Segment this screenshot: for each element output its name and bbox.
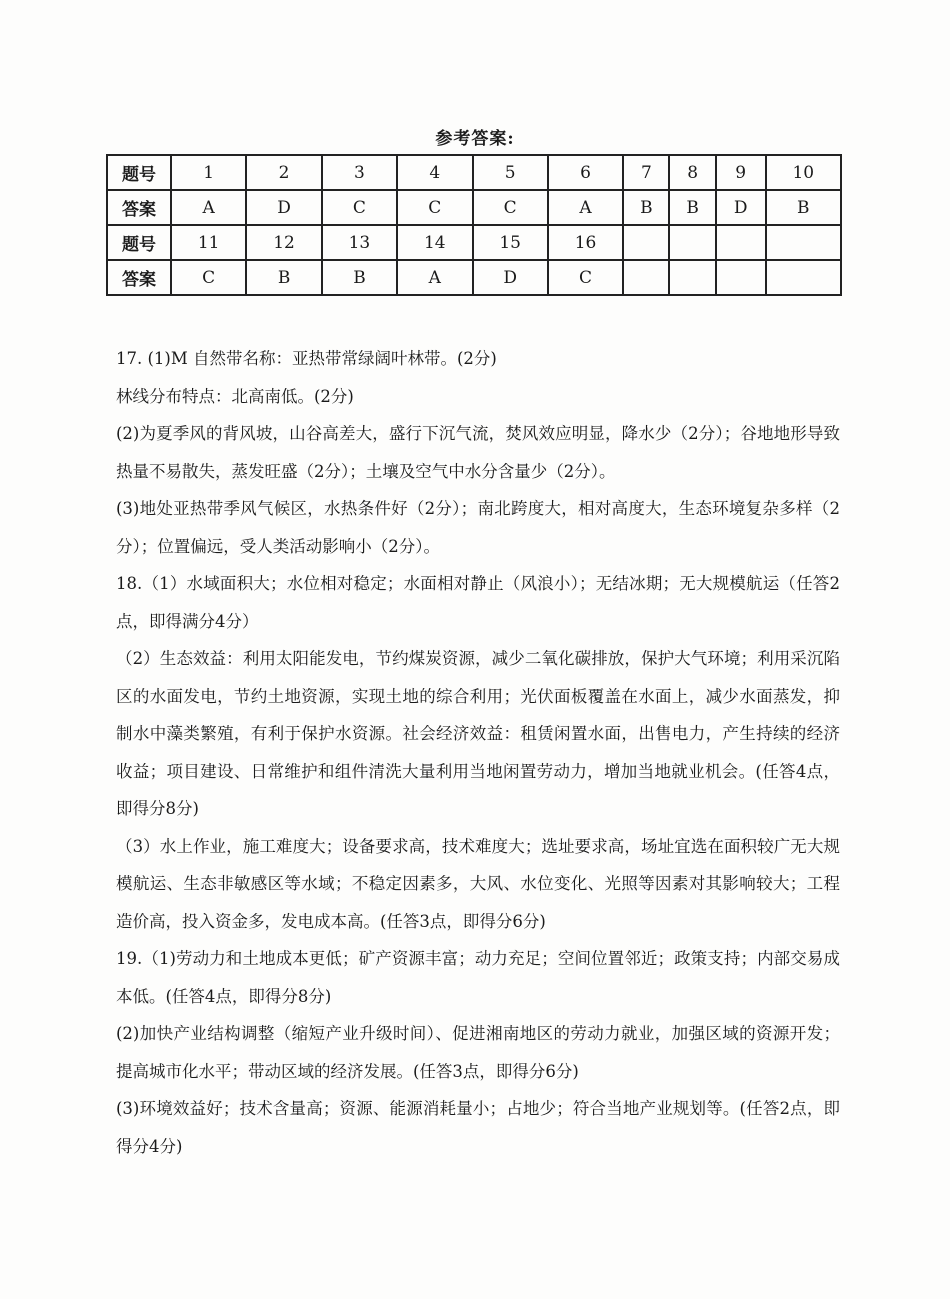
table-cell: D [246, 190, 321, 225]
table-cell: B [322, 260, 397, 295]
table-cell: 10 [766, 155, 841, 190]
table-cell: 16 [548, 225, 623, 260]
table-cell: C [548, 260, 623, 295]
row-header: 答案 [107, 260, 171, 295]
answer-paragraph: 林线分布特点：北高南低。(2分) [116, 386, 354, 406]
table-cell: C [473, 190, 548, 225]
table-cell [669, 260, 715, 295]
table-cell [623, 225, 669, 260]
answer-paragraph: (2)为夏季风的背风坡，山谷高差大，盛行下沉气流，焚风效应明显，降水少（2分）；谷地地形导致热量不易散失，蒸发旺盛（2分）；土壤及空气中水分含量少（2分）。 [116, 424, 840, 481]
page-title: 参考答案: [435, 129, 515, 149]
answer-paragraph: (3)环境效益好；技术含量高；资源、能源消耗量小；占地少；符合当地产业规划等。(任答2点，即得分4分) [116, 1099, 840, 1156]
answer-paragraph: 18.（1）水域面积大；水位相对稳定；水面相对静止（风浪小）；无结冰期；无大规模航运（任答2点，即得满分4分） [116, 574, 840, 631]
table-cell: 6 [548, 155, 623, 190]
table-cell: A [171, 190, 246, 225]
table-cell: A [548, 190, 623, 225]
table-cell [766, 260, 841, 295]
table-cell: 12 [246, 225, 321, 260]
table-cell [669, 225, 715, 260]
table-cell: C [171, 260, 246, 295]
table-cell: 4 [397, 155, 472, 190]
table-cell: 2 [246, 155, 321, 190]
table-cell: 5 [473, 155, 548, 190]
table-cell [716, 225, 766, 260]
table-row [107, 225, 841, 260]
answer-paragraph: （2）生态效益：利用太阳能发电，节约煤炭资源，减少二氧化碳排放，保护大气环境；利用采沉陷区的水面发电，节约土地资源，实现土地的综合利用；光伏面板覆盖在水面上，减少水面蒸发，抑制水中藻类繁殖，有利于保护水资源。社会经济效益：租赁闲置水面，出售电力，产生持续的经济收益；项目建设、日常维护和组件清洗大量利用当地闲置劳动力，增加当地就业机会。(任答4点，即得分8分) [116, 649, 840, 818]
answer-paragraph: （3）水上作业，施工难度大；设备要求高，技术难度大；选址要求高，场址宜选在面积较广无大规模航运、生态非敏感区等水域；不稳定因素多，大风、水位变化、光照等因素对其影响较大；工程造价高，投入资金多，发电成本高。(任答3点，即得分6分) [116, 836, 840, 931]
row-header: 题号 [107, 225, 171, 260]
table-cell: 8 [669, 155, 715, 190]
answer-paragraph: (3)地处亚热带季风气候区，水热条件好（2分）；南北跨度大，相对高度大，生态环境复杂多样（2分）；位置偏远，受人类活动影响小（2分）。 [116, 499, 840, 556]
answer-paragraph: 19.（1)劳动力和土地成本更低；矿产资源丰富；动力充足；空间位置邻近；政策支持；内部交易成本低。(任答4点，即得分8分) [116, 949, 840, 1006]
table-cell: D [473, 260, 548, 295]
table-cell: 13 [322, 225, 397, 260]
table-cell: B [623, 190, 669, 225]
table-cell: 9 [716, 155, 766, 190]
table-cell: B [246, 260, 321, 295]
table-cell: C [322, 190, 397, 225]
table-cell: 7 [623, 155, 669, 190]
table-cell: 15 [473, 225, 548, 260]
table-cell: 1 [171, 155, 246, 190]
table-cell [766, 225, 841, 260]
table-cell: A [397, 260, 472, 295]
table-cell [623, 260, 669, 295]
table-row [107, 155, 841, 190]
table-cell [716, 260, 766, 295]
answer-paragraph: 17. (1)M 自然带名称：亚热带常绿阔叶林带。(2分) [116, 349, 497, 368]
table-row [107, 260, 841, 295]
table-cell: 11 [171, 225, 246, 260]
table-cell: 14 [397, 225, 472, 260]
table-cell: 3 [322, 155, 397, 190]
table-cell: C [397, 190, 472, 225]
table-row [107, 190, 841, 225]
answer-paragraph: (2)加快产业结构调整（缩短产业升级时间）、促进湘南地区的劳动力就业，加强区域的资源开发；提高城市化水平；带动区域的经济发展。(任答3点，即得分6分) [116, 1024, 840, 1081]
answer-body [116, 340, 840, 1165]
row-header: 题号 [107, 155, 171, 190]
table-cell: B [766, 190, 841, 225]
table-cell: B [669, 190, 715, 225]
row-header: 答案 [107, 190, 171, 225]
table-cell: D [716, 190, 766, 225]
answer-table [106, 154, 842, 296]
